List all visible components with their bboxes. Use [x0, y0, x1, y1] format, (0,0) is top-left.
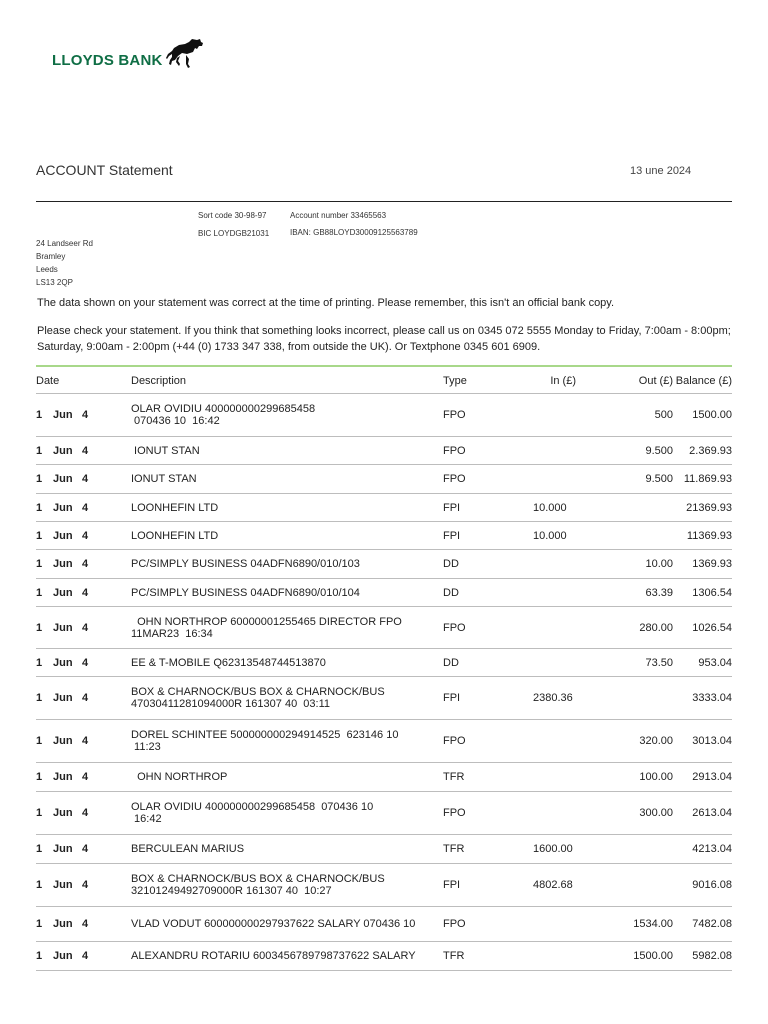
table-row: [36, 942, 732, 971]
table-row: [36, 792, 732, 835]
row-type: TFR: [443, 950, 465, 962]
row-out: 63.39: [645, 586, 673, 599]
row-month: Jun: [53, 879, 73, 891]
row-month: Jun: [53, 771, 73, 783]
row-type: FPI: [443, 529, 461, 542]
row-out: 500: [654, 409, 673, 421]
row-balance: 2613.04: [692, 807, 732, 819]
row-description: [131, 918, 443, 930]
row-balance: 11.869.93: [683, 473, 732, 485]
row-day: 1: [36, 473, 43, 485]
row-date: [36, 879, 131, 891]
row-month: Jun: [53, 586, 73, 599]
row-type: DD: [443, 586, 459, 599]
row-balance: 21369.93: [686, 501, 732, 514]
table-row: [36, 522, 732, 550]
row-date: [36, 502, 131, 514]
table-row: [36, 677, 732, 720]
address-line: 24 Landseer Rd: [36, 239, 93, 248]
row-out: 73.50: [645, 656, 673, 669]
row-date: [36, 807, 131, 819]
row-description: [131, 558, 443, 570]
table-body: [36, 394, 732, 971]
row-date: [36, 771, 131, 783]
row-type: FPO: [443, 409, 466, 421]
row-description: [131, 445, 443, 457]
row-in: 4802.68: [533, 879, 573, 891]
row-description-line: LOONHEFIN LTD: [131, 501, 219, 514]
row-description-line: OHN NORTHROP: [131, 771, 228, 783]
row-day: 1: [36, 692, 43, 704]
row-description-line: OHN NORTHROP 60000001255465 DIRECTOR FPO: [131, 615, 402, 628]
row-year: 4: [82, 879, 89, 891]
row-balance: 1369.93: [692, 558, 732, 570]
row-year: 4: [82, 656, 89, 669]
row-month: Jun: [53, 501, 73, 514]
table-row: [36, 465, 732, 494]
row-in: 2380.36: [533, 692, 573, 704]
row-day: 1: [36, 409, 43, 421]
row-type: FPI: [443, 879, 461, 891]
row-description-line: PC/SIMPLY BUSINESS 04ADFN6890/010/103: [131, 558, 360, 570]
table-row: [36, 579, 732, 607]
row-description-line: VLAD VODUT 600000000297937622 SALARY 070436 10: [131, 918, 416, 930]
row-month: Jun: [53, 918, 73, 930]
row-year: 4: [82, 444, 89, 457]
row-type: FPO: [443, 444, 466, 457]
row-type: DD: [443, 558, 459, 570]
row-type: TFR: [443, 771, 465, 783]
row-balance: 9016.08: [692, 879, 732, 891]
row-description: [131, 530, 443, 542]
table-top-rule: [36, 365, 732, 367]
row-month: Jun: [53, 409, 73, 421]
row-description: [131, 473, 443, 485]
row-type: DD: [443, 656, 459, 669]
row-day: 1: [36, 950, 43, 962]
row-out: 10.00: [645, 558, 673, 570]
row-description-line: IONUT STAN: [131, 473, 197, 485]
row-description-line: IONUT STAN: [131, 444, 200, 457]
table-row: [36, 394, 732, 437]
row-description-line: BERCULEAN MARIUS: [131, 843, 245, 855]
row-balance: 3013.04: [692, 735, 732, 747]
row-month: Jun: [53, 950, 73, 962]
brand-name: LLOYDS BANK: [52, 51, 163, 69]
row-date: [36, 950, 131, 962]
row-balance: 2.369.93: [689, 444, 732, 457]
row-day: 1: [36, 444, 43, 457]
header-balance: Balance (£): [675, 374, 732, 387]
brand-logo: [52, 46, 206, 74]
row-description: [131, 950, 443, 962]
row-balance: 11369.93: [686, 529, 732, 542]
row-balance: 1500.00: [692, 409, 732, 421]
row-type: TFR: [443, 843, 465, 855]
row-description-line: 11MAR23 16:34: [131, 627, 213, 640]
black-horse-icon: [166, 38, 206, 74]
row-year: 4: [82, 950, 89, 962]
row-balance: 1026.54: [692, 621, 732, 634]
row-in: 10.000: [533, 501, 567, 514]
account-number: Account number 33465563: [290, 211, 387, 220]
row-year: 4: [82, 771, 89, 783]
table-row: [36, 763, 732, 792]
row-description-line: OLAR OVIDIU 400000000299685458: [131, 403, 316, 415]
accuracy-notice: The data shown on your statement was correct at the time of printing. Please remember, this isn't an official bank copy.: [37, 297, 615, 309]
row-year: 4: [82, 501, 89, 514]
row-day: 1: [36, 586, 43, 599]
row-out: 280.00: [639, 621, 673, 634]
row-description: [131, 587, 443, 599]
row-balance: 5982.08: [692, 950, 732, 962]
row-date: [36, 530, 131, 542]
row-month: Jun: [53, 558, 73, 570]
row-year: 4: [82, 586, 89, 599]
row-year: 4: [82, 473, 89, 485]
header-description: Description: [131, 374, 187, 387]
iban-code: IBAN: GB88LOYD30009125563789: [290, 228, 418, 237]
row-month: Jun: [53, 621, 73, 634]
row-description-line: DOREL SCHINTEE 500000000294914525 623146 10: [131, 729, 399, 741]
row-date: [36, 843, 131, 855]
row-date: [36, 622, 131, 634]
address-line: LS13 2QP: [36, 278, 73, 287]
row-month: Jun: [53, 656, 73, 669]
row-description-line: 47030411281094000R 161307 40 03:11: [131, 698, 331, 710]
row-in: 10.000: [533, 529, 567, 542]
row-description-line: 11:23: [131, 741, 161, 753]
row-month: Jun: [53, 473, 73, 485]
row-description: [131, 403, 443, 427]
row-year: 4: [82, 529, 89, 542]
row-type: FPI: [443, 501, 461, 514]
row-description-line: BOX & CHARNOCK/BUS BOX & CHARNOCK/BUS: [131, 873, 385, 885]
statement-title: ACCOUNT Statement: [36, 162, 173, 178]
row-out: 300.00: [639, 807, 673, 819]
row-day: 1: [36, 735, 43, 747]
row-description-line: 16:42: [131, 813, 162, 825]
row-description: [131, 873, 443, 897]
row-description: [131, 616, 443, 640]
row-month: Jun: [53, 735, 73, 747]
row-out: 1534.00: [633, 918, 673, 930]
table-row: [36, 720, 732, 763]
row-type: FPO: [443, 735, 466, 747]
row-year: 4: [82, 807, 89, 819]
row-type: FPI: [443, 692, 461, 704]
row-in: 1600.00: [533, 843, 573, 855]
row-description: [131, 502, 443, 514]
row-year: 4: [82, 558, 89, 570]
row-date: [36, 918, 131, 930]
row-description: [131, 686, 443, 710]
row-year: 4: [82, 918, 89, 930]
row-day: 1: [36, 656, 43, 669]
customer-address: [36, 237, 93, 289]
row-year: 4: [82, 409, 89, 421]
row-day: 1: [36, 771, 43, 783]
row-balance: 2913.04: [692, 771, 732, 783]
row-description-line: EE & T-MOBILE Q62313548744513870: [131, 656, 326, 669]
table-row: [36, 649, 732, 677]
row-date: [36, 445, 131, 457]
row-description: [131, 843, 443, 855]
row-year: 4: [82, 843, 89, 855]
header-in: In (£): [550, 374, 576, 387]
row-description-line: 070436 10 16:42: [131, 415, 220, 427]
row-description: [131, 801, 443, 825]
contact-notice: Please check your statement. If you think that something looks incorrect, please call us on 0345 072 5555 Monday to Friday, 7:00am - 8:00pm; Saturday, 9:00am - 2:00pm (+44 (0) 1733 347 338, from outside the UK). Or Textphone 0345 601 6909.: [37, 325, 731, 353]
table-row: [36, 907, 732, 942]
row-description-line: ALEXANDRU ROTARIU 6003456789798737622 SALARY: [131, 950, 416, 962]
row-description-line: LOONHEFIN LTD: [131, 529, 219, 542]
row-month: Jun: [53, 529, 73, 542]
row-description-line: OLAR OVIDIU 400000000299685458 070436 10: [131, 801, 374, 813]
row-day: 1: [36, 621, 43, 634]
statement-date: 13 une 2024: [630, 165, 692, 177]
row-day: 1: [36, 879, 43, 891]
row-year: 4: [82, 735, 89, 747]
row-description: [131, 771, 443, 783]
row-day: 1: [36, 843, 43, 855]
row-type: FPO: [443, 473, 466, 485]
row-out: 100.00: [639, 771, 673, 783]
row-day: 1: [36, 807, 43, 819]
row-balance: 4213.04: [692, 843, 732, 855]
row-description: [131, 657, 443, 669]
row-out: 9.500: [645, 473, 673, 485]
table-row: [36, 494, 732, 522]
row-type: FPO: [443, 918, 466, 930]
row-out: 1500.00: [633, 950, 673, 962]
row-date: [36, 558, 131, 570]
table-header: [36, 368, 732, 394]
row-type: FPO: [443, 621, 466, 634]
row-date: [36, 657, 131, 669]
header-out: Out (£): [638, 374, 673, 387]
row-balance: 1306.54: [692, 586, 732, 599]
row-date: [36, 587, 131, 599]
row-balance: 3333.04: [692, 692, 732, 704]
row-month: Jun: [53, 843, 73, 855]
table-row: [36, 607, 732, 649]
transactions-table: [36, 368, 732, 971]
row-day: 1: [36, 529, 43, 542]
row-type: FPO: [443, 807, 466, 819]
row-description: [131, 729, 443, 753]
row-day: 1: [36, 918, 43, 930]
row-balance: 953.04: [698, 656, 732, 669]
row-date: [36, 409, 131, 421]
row-out: 9.500: [645, 444, 673, 457]
row-date: [36, 692, 131, 704]
address-line: Bramley: [36, 252, 66, 261]
table-row: [36, 864, 732, 907]
row-day: 1: [36, 501, 43, 514]
row-month: Jun: [53, 807, 73, 819]
row-description-line: 32101249492709000R 161307 40 10:27: [131, 885, 332, 897]
row-day: 1: [36, 558, 43, 570]
row-date: [36, 735, 131, 747]
row-date: [36, 473, 131, 485]
row-description-line: PC/SIMPLY BUSINESS 04ADFN6890/010/104: [131, 586, 360, 599]
table-row: [36, 835, 732, 864]
row-month: Jun: [53, 692, 73, 704]
header-divider: [36, 201, 732, 202]
sort-code: Sort code 30-98-97: [198, 211, 267, 220]
table-row: [36, 550, 732, 579]
header-date: Date: [36, 374, 60, 387]
table-row: [36, 437, 732, 465]
row-month: Jun: [53, 444, 73, 457]
bic-code: BIC LOYDGB21031: [198, 229, 270, 238]
row-year: 4: [82, 692, 89, 704]
header-type: Type: [443, 374, 467, 387]
row-description-line: BOX & CHARNOCK/BUS BOX & CHARNOCK/BUS: [131, 686, 385, 698]
row-balance: 7482.08: [692, 918, 732, 930]
address-line: Leeds: [36, 265, 58, 274]
row-out: 320.00: [639, 735, 673, 747]
row-year: 4: [82, 621, 89, 634]
